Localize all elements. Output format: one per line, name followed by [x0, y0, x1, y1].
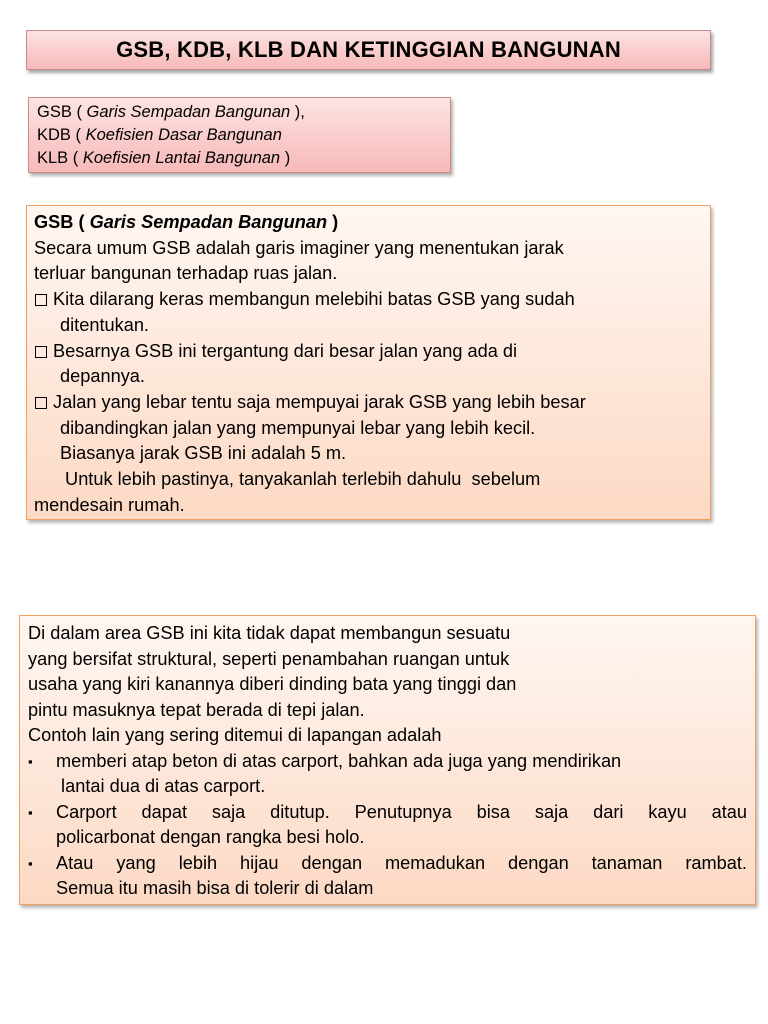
abbr-close: )	[280, 149, 291, 167]
square-bullet-icon: ▪	[28, 753, 33, 769]
bullet-item	[28, 800, 747, 851]
abbr-name: Koefisien Dasar Bangunan	[85, 126, 282, 144]
abbr-kdb	[37, 124, 442, 147]
abbr-gsb	[37, 101, 442, 124]
abbr-name: Garis Sempadan Bangunan	[86, 103, 291, 121]
checklist-item	[34, 339, 703, 365]
paragraph-line: Contoh lain yang sering ditemui di lapangan adalah	[28, 725, 442, 745]
abbr-name: Koefisien Lantai Bangunan	[82, 149, 281, 167]
checkbox-icon	[35, 397, 47, 409]
checklist-text: Kita dilarang keras membangun melebihi batas GSB yang sudah	[53, 289, 575, 310]
bullet-text: memberi atap beton di atas carport, bahkan ada juga yang mendirikan	[56, 750, 622, 771]
abbr-klb	[37, 147, 442, 170]
gsb-heading-code: GSB (	[34, 212, 90, 232]
bullet-text: Atau yang lebih hijau dengan memadukan dengan tanaman rambat.	[56, 852, 747, 873]
checklist-text-cont: depannya.	[60, 366, 145, 387]
bullet-item	[28, 851, 747, 902]
abbr-code: GSB	[37, 103, 72, 121]
gsb-closing-line: Untuk lebih pastinya, tanyakanlah terlebih dahulu sebelum	[60, 469, 541, 490]
gsb-intro-line: terluar bangunan terhadap ruas jalan.	[34, 263, 338, 284]
gsb-section	[26, 205, 711, 520]
abbr-close: ),	[290, 103, 305, 121]
abbr-open: (	[70, 126, 86, 144]
checklist-text-cont: ditentukan.	[60, 314, 149, 335]
paragraph-line: Di dalam area GSB ini kita tidak dapat membangun sesuatu	[28, 623, 511, 643]
bullet-text-cont: Semua itu masih bisa di tolerir di dalam	[56, 878, 374, 898]
paragraph-line: usaha yang kiri kanannya diberi dinding bata yang tinggi dan	[28, 674, 517, 694]
checklist-item	[34, 287, 703, 313]
page-title: GSB, KDB, KLB DAN KETINGGIAN BANGUNAN	[116, 37, 621, 62]
gsb-restrictions-section	[19, 615, 756, 905]
bullet-text: Carport dapat saja ditutup. Penutupnya bisa saja dari kayu atau	[56, 801, 747, 822]
abbr-open: (	[71, 103, 87, 121]
checklist-item	[34, 390, 703, 416]
gsb-heading-close: )	[327, 212, 339, 232]
abbreviations-box	[28, 97, 451, 173]
checklist-text: Besarnya GSB ini tergantung dari besar jalan yang ada di	[53, 340, 518, 361]
paragraph-line: pintu masuknya tepat berada di tepi jalan.	[28, 699, 365, 720]
title-box	[26, 30, 711, 70]
paragraph-line: yang bersifat struktural, seperti penambahan ruangan untuk	[28, 648, 510, 669]
square-bullet-icon: ▪	[28, 855, 33, 871]
gsb-closing-line: mendesain rumah.	[34, 494, 185, 515]
square-bullet-icon: ▪	[28, 804, 33, 820]
abbr-code: KLB	[37, 149, 69, 167]
checkbox-icon	[35, 294, 47, 306]
abbr-code: KDB	[37, 126, 71, 144]
abbr-open: (	[68, 149, 83, 167]
gsb-intro-line: Secara umum GSB adalah garis imaginer yang menentukan jarak	[34, 237, 564, 258]
bullet-text-cont: policarbonat dengan rangka besi holo.	[56, 827, 365, 847]
bullet-text-cont: lantai dua di atas carport.	[56, 776, 266, 796]
checklist-text: Jalan yang lebar tentu saja mempuyai jarak GSB yang lebih besar	[53, 391, 586, 412]
checklist-text-cont: Biasanya jarak GSB ini adalah 5 m.	[60, 443, 347, 464]
checkbox-icon	[35, 346, 47, 358]
bullet-item	[28, 749, 747, 800]
gsb-heading	[34, 210, 703, 236]
gsb-heading-name: Garis Sempadan Bangunan	[89, 212, 328, 232]
checklist-text-cont: dibandingkan jalan yang mempunyai lebar yang lebih kecil.	[60, 417, 536, 438]
